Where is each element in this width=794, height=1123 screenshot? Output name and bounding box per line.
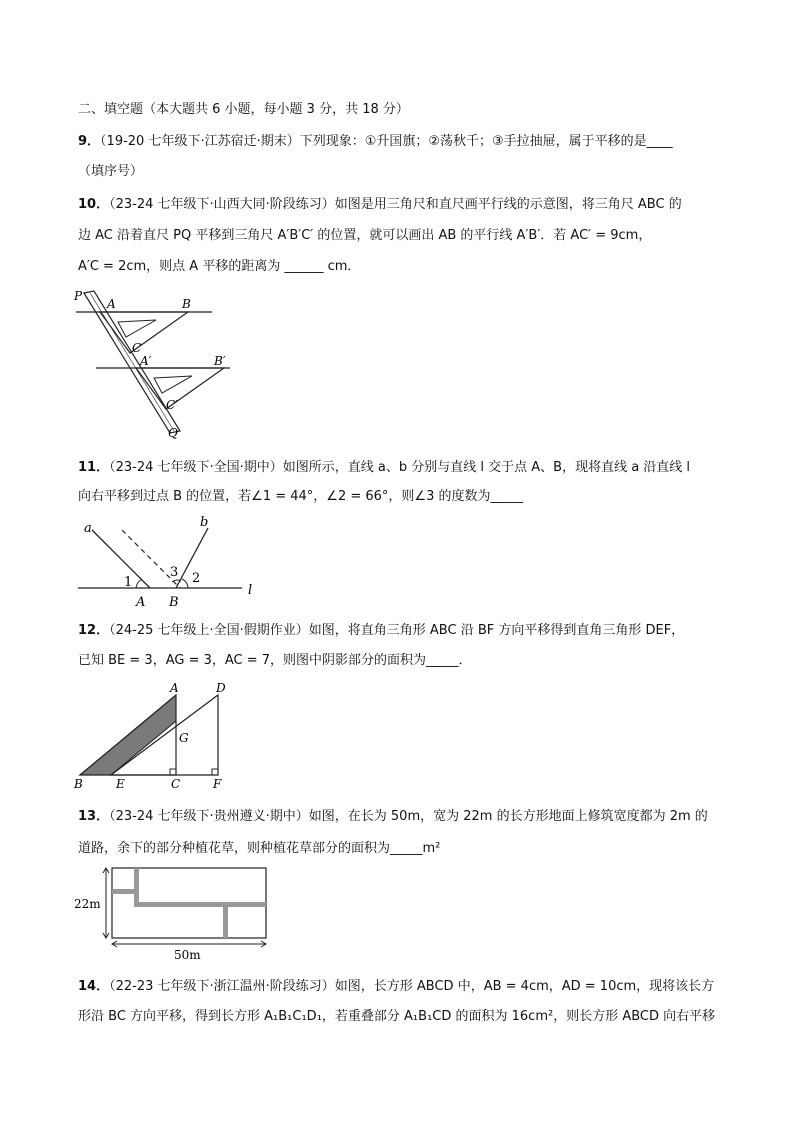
question-text: （22-23 七年级下·浙江温州·阶段练习）如图，长方形 ABCD 中，AB = 4cm，AD = 10cm，现将该长方 <box>109 979 715 994</box>
section-title: 二、填空题（本大题共 6 小题，每小题 3 分，共 18 分） <box>78 102 409 117</box>
label-d: D <box>216 681 226 695</box>
label-point-b: B <box>169 595 179 610</box>
question-14-line-2: 形沿 BC 方向平移，得到长方形 A₁B₁C₁D₁，若重叠部分 A₁B₁CD 的面积为 16cm²，则长方形 ABCD 向右平移 <box>78 1009 716 1024</box>
label-angle-1: 1 <box>124 575 133 590</box>
triangle-abc-inner <box>118 320 156 337</box>
question-11-line-2: 向右平移到过点 B 的位置，若∠1 = 44°，∠2 = 66°，则∠3 的度数为_____ <box>78 489 523 504</box>
label-g: G <box>179 731 189 745</box>
label-c1: C′ <box>166 398 178 412</box>
question-10-line-3: A′C = 2cm，则点 A 平移的距离为 ______ cm． <box>78 259 361 274</box>
label-a1: A′ <box>140 354 152 368</box>
angle-2-arc <box>182 579 188 588</box>
label-f: F <box>213 777 222 791</box>
question-text: （23-24 七年级下·全国·期中）如图所示，直线 a、b 分别与直线 l 交于点 A、B，现将直线 a 沿直线 l <box>109 460 691 475</box>
triangle-a1b1c1-inner <box>154 376 192 393</box>
label-b: B <box>182 297 191 311</box>
question-number: 9． <box>78 134 101 149</box>
question-13-line-1 <box>78 808 708 826</box>
label-c: C <box>132 341 142 355</box>
angle-1-arc <box>136 579 142 588</box>
question-10-line-1 <box>78 196 682 214</box>
right-angle-c <box>170 769 176 775</box>
question-text: （19-20 七年级下·江苏宿迁·期末）下列现象：①升国旗；②荡秋千；③手拉抽屉，属于平移的是____ <box>100 134 673 149</box>
figure-ruler-triangle <box>60 285 240 445</box>
label-width: 22m <box>74 897 101 911</box>
label-angle-2: 2 <box>192 571 201 586</box>
question-11-line-1 <box>78 459 690 477</box>
question-9-line-2: （填序号） <box>78 164 144 179</box>
triangle-a1b1c1 <box>136 368 224 409</box>
right-angle-f <box>212 769 218 775</box>
triangle-abc <box>100 312 188 353</box>
label-q: Q <box>168 426 178 440</box>
question-number: 12． <box>78 623 110 638</box>
figure-right-triangles <box>66 680 246 795</box>
road-segment <box>134 868 139 907</box>
label-c: C <box>171 777 181 791</box>
question-text: （24-25 七年级上·全国·假期作业）如图，将直角三角形 ABC 沿 BF 方向平移得到直角三角形 DEF， <box>109 623 685 638</box>
question-number: 13． <box>78 809 110 824</box>
road-segment <box>134 902 266 907</box>
label-b: B <box>74 777 83 791</box>
label-length: 50m <box>174 948 201 962</box>
question-14-line-1 <box>78 978 714 996</box>
question-number: 14． <box>78 979 110 994</box>
label-a: A <box>170 681 179 695</box>
figure-rectangle-roads <box>70 862 275 964</box>
label-b-line: b <box>200 515 209 530</box>
label-l-line: l <box>248 583 253 598</box>
road-segment <box>223 902 228 938</box>
road-segment <box>112 889 137 894</box>
question-12-line-2: 已知 BE = 3，AG = 3，AC = 7，则图中阴影部分的面积为_____． <box>78 653 472 668</box>
question-13-line-2: 道路，余下的部分种植花草，则种植花草部分的面积为_____m² <box>78 841 441 856</box>
label-angle-3: 3 <box>170 565 179 580</box>
label-p: P <box>74 289 83 303</box>
ruler-edge <box>90 293 174 431</box>
question-text: （23-24 七年级下·贵州遵义·期中）如图，在长为 50m，宽为 22m 的长方形地面上修筑宽度都为 2m 的 <box>109 809 708 824</box>
question-number: 10． <box>78 197 110 212</box>
question-number: 11． <box>78 460 110 475</box>
label-point-a: A <box>136 595 146 610</box>
question-9-line-1 <box>78 133 673 151</box>
label-a: A <box>107 297 116 311</box>
label-e: E <box>116 777 125 791</box>
question-12-line-1 <box>78 622 684 640</box>
figure-parallel-lines <box>70 512 270 612</box>
label-b1: B′ <box>214 354 226 368</box>
question-10-line-2: 边 AC 沿着直尺 PQ 平移到三角尺 A′B′C′ 的位置，就可以画出 AB 的平行线 A′B′．若 AC′ = 9cm， <box>78 228 652 243</box>
question-text: （23-24 七年级下·山西大同·阶段练习）如图是用三角尺和直尺画平行线的示意图，将三角尺 ABC 的 <box>109 197 682 212</box>
label-a-line: a <box>84 521 92 536</box>
